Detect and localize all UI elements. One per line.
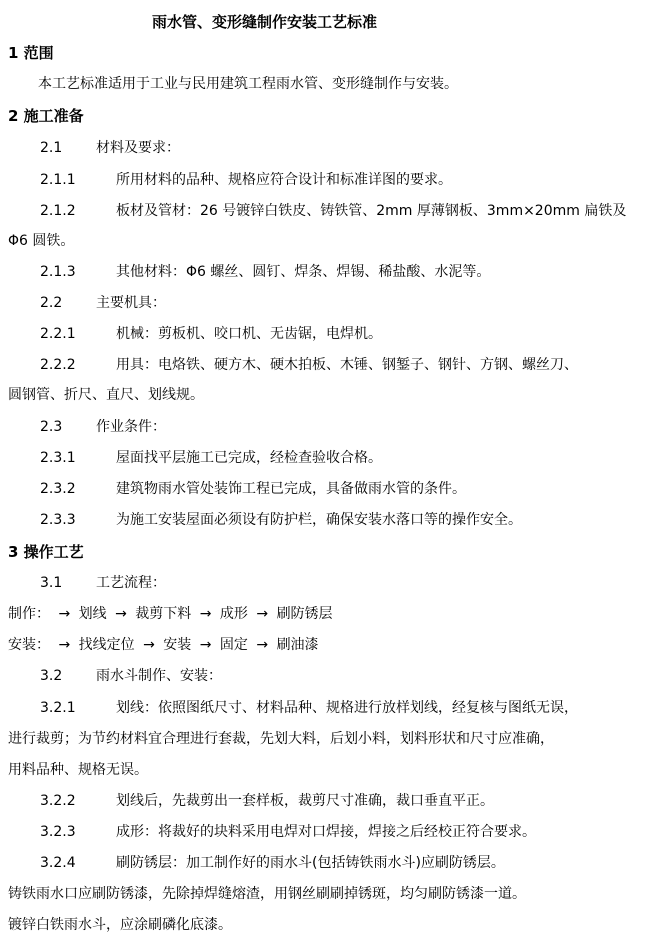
section-2-heading: 2 施工准备 [8,107,84,125]
flow-install-label: 安装： [8,637,50,653]
flow-make-label: 制作： [8,606,50,622]
item-2-1-2 [40,199,656,223]
flow-arrow: → [58,637,71,653]
flow-step: 找线定位 [78,637,135,653]
item-text: 用具：电烙铁、硬方木、硬木拍板、木锤、钢錾子、钢针、方钢、螺丝刀、 [116,357,578,373]
doc-title: 雨水管、变形缝制作安装工艺标准 [152,13,378,31]
item-text: 其他材料：Φ6 螺丝、圆钉、焊条、焊锡、稀盐酸、水泥等。 [116,264,491,280]
item-text: 作业条件： [96,419,166,435]
item-3-2-1-cont1: 进行裁剪；为节约材料宜合理进行套裁，先划大料，后划小料，划料形状和尺寸应准确， [8,731,554,747]
item-text: 刷防锈层：加工制作好的雨水斗(包括铸铁雨水斗)应刷防锈层。 [116,855,505,871]
item-2-2-2-cont: 圆钢管、折尺、直尺、划线规。 [8,387,204,403]
item-number: 2.3 [40,419,63,435]
item-2-1 [40,136,656,160]
item-3-1 [40,571,656,595]
item-text: 成形：将裁好的块料采用电焊对口焊接，焊接之后经校正符合要求。 [116,824,536,840]
item-2-2 [40,291,656,315]
item-2-1-1 [40,168,656,192]
item-3-2-3 [40,820,656,844]
item-text: 建筑物雨水管处装饰工程已完成，具备做雨水管的条件。 [116,481,466,497]
flow-arrow: → [256,606,269,622]
flow-arrow: → [115,606,127,622]
item-number: 2.3.1 [40,450,76,466]
item-text: 机械：剪板机、咬口机、无齿锯，电焊机。 [116,326,382,342]
section-3-heading: 3 操作工艺 [8,543,84,561]
item-number: 2.2.2 [40,357,76,373]
flow-step: 刷油漆 [276,637,319,653]
item-number: 2.1.3 [40,264,76,280]
item-3-2 [40,664,656,688]
flow-install [8,633,656,657]
item-2-1-2-cont: Φ6 圆铁。 [8,233,75,249]
item-number: 3.2 [40,668,63,684]
item-number: 2.1 [40,140,63,156]
item-text: 划线：依照图纸尺寸、材料品种、规格进行放样划线，经复核与图纸无误， [116,700,578,716]
flow-arrow: → [256,637,269,653]
item-text: 屋面找平层施工已完成，经检查验收合格。 [116,450,382,466]
flow-step: 固定 [219,637,248,653]
flow-step: 划线 [78,606,107,622]
item-text: 材料及要求： [96,140,180,156]
item-number: 2.1.2 [40,203,76,219]
item-2-1-3 [40,260,656,284]
item-2-2-2 [40,353,656,377]
item-2-3-1 [40,446,656,470]
item-number: 2.3.3 [40,512,76,528]
flow-arrow: → [58,606,71,622]
item-number: 3.1 [40,575,63,591]
item-number: 2.1.1 [40,172,76,188]
item-text: 主要机具： [96,295,166,311]
section-1-text: 本工艺标准适用于工业与民用建筑工程雨水管、变形缝制作与安装。 [38,76,458,92]
item-text: 工艺流程： [96,575,166,591]
item-number: 3.2.3 [40,824,76,840]
flow-step: 刷防锈层 [276,606,333,622]
flow-step: 裁剪下料 [135,606,192,622]
item-3-2-4 [40,851,656,875]
flow-make [8,602,656,626]
flow-step: 安装 [163,637,192,653]
item-text: 板材及管材：26 号镀锌白铁皮、铸铁管、2mm 厚薄钢板、3mm×20mm 扁铁及 [116,203,627,219]
item-number: 2.2.1 [40,326,76,342]
item-number: 2.3.2 [40,481,76,497]
flow-step: 成形 [219,606,248,622]
item-text: 雨水斗制作、安装： [96,668,222,684]
item-2-2-1 [40,322,656,346]
item-text: 划线后，先裁剪出一套样板，裁剪尺寸准确，裁口垂直平正。 [116,793,494,809]
item-3-2-4-cont2: 镀锌白铁雨水斗，应涂刷磷化底漆。 [8,917,232,933]
flow-arrow: → [199,606,212,622]
item-number: 3.2.2 [40,793,76,809]
flow-arrow: → [199,637,212,653]
item-number: 3.2.1 [40,700,76,716]
item-number: 2.2 [40,295,63,311]
item-3-2-4-cont1: 铸铁雨水口应刷防锈漆，先除掉焊缝熔渣，用钢丝刷刷掉锈斑，均匀刷防锈漆一道。 [8,886,526,902]
section-1-heading: 1 范围 [8,44,54,62]
item-3-2-2 [40,789,656,813]
item-text: 所用材料的品种、规格应符合设计和标准详图的要求。 [116,172,452,188]
item-3-2-1-cont2: 用料品种、规格无误。 [8,762,148,778]
item-number: 3.2.4 [40,855,76,871]
flow-arrow: → [143,637,155,653]
item-2-3-2 [40,477,656,501]
item-2-3 [40,415,656,439]
item-2-3-3 [40,508,656,532]
item-3-2-1 [40,696,656,720]
item-text: 为施工安装屋面必须设有防护栏，确保安装水落口等的操作安全。 [116,512,522,528]
